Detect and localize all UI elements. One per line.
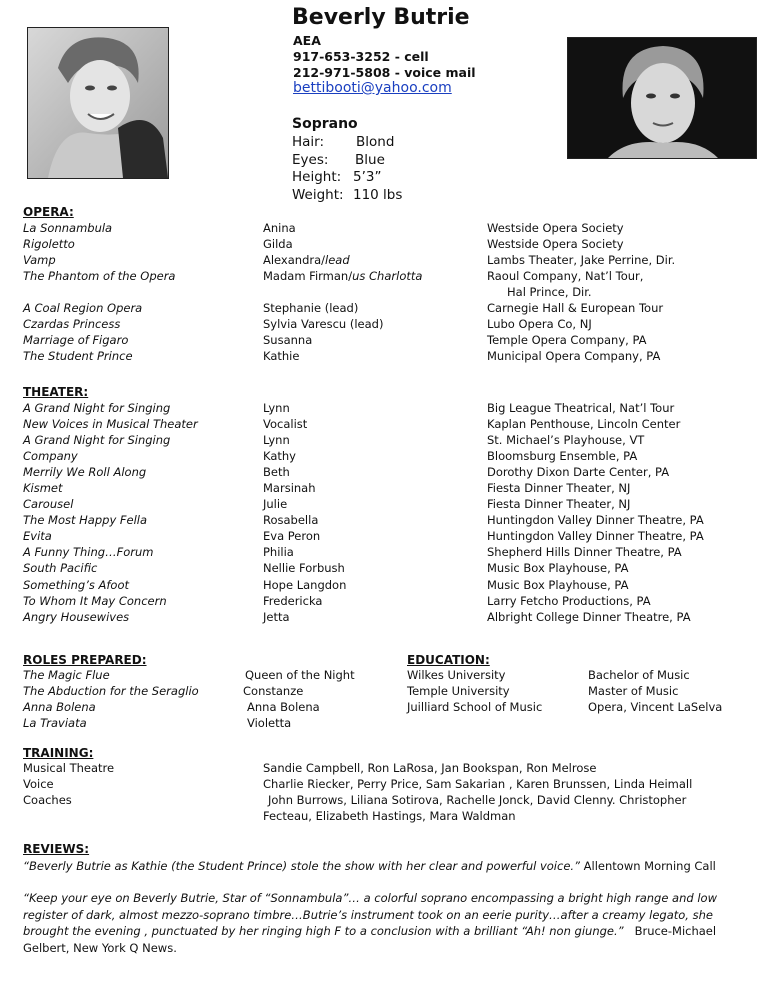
review-source: Gelbert, New York Q News.	[23, 940, 177, 955]
credit-title: Kismet	[23, 481, 63, 495]
credit-title: Angry Housewives	[23, 610, 130, 624]
credit-role: Gilda	[263, 237, 293, 251]
credit-company: Bloomsburg Ensemble, PA	[487, 449, 638, 463]
list-item	[0, 793, 775, 809]
training-area: Coaches	[23, 793, 72, 807]
credit-title: La Sonnambula	[23, 221, 113, 235]
list-item	[0, 221, 775, 237]
credit-role	[263, 253, 350, 267]
training-area: Musical Theatre	[23, 761, 115, 775]
credit-title: Czardas Princess	[23, 317, 121, 331]
training-teachers: Charlie Riecker, Perry Price, Sam Sakarian , Karen Brunssen, Linda Heimall	[263, 777, 693, 791]
credit-company: Lubo Opera Co, NJ	[487, 317, 592, 331]
credit-role: Hope Langdon	[263, 578, 347, 592]
opera-heading: OPERA:	[23, 205, 74, 219]
list-item	[0, 317, 775, 333]
credit-role: Anina	[263, 221, 296, 235]
education-heading: EDUCATION:	[407, 653, 490, 667]
training-teachers: John Burrows, Liliana Sotirova, Rachelle Jonck, David Clenny. Christopher	[268, 793, 687, 807]
role-name: Alexandra/	[263, 253, 326, 267]
email-link[interactable]: bettibooti@yahoo.com	[293, 80, 452, 96]
credit-company: Fiesta Dinner Theater, NJ	[487, 481, 631, 495]
review-line: “Keep your eye on Beverly Butrie, Star of “Sonnambula”… a colorful soprano encompassing a bright high range and low	[23, 891, 717, 905]
credit-role: Marsinah	[263, 481, 316, 495]
list-item	[0, 253, 775, 269]
attr-weight-label: Weight:	[292, 187, 344, 203]
credit-company: Music Box Playhouse, PA	[487, 578, 629, 592]
list-item	[0, 481, 775, 497]
credit-company: Westside Opera Society	[487, 237, 624, 251]
education-school: Juilliard School of Music	[407, 700, 543, 714]
review-1	[23, 858, 743, 875]
credit-title: A Grand Night for Singing	[23, 401, 171, 415]
list-item	[0, 237, 775, 253]
credit-role: Stephanie (lead)	[263, 301, 359, 315]
credit-title: The Most Happy Fella	[23, 513, 148, 527]
credit-title: A Funny Thing…Forum	[23, 545, 154, 559]
credit-company: Municipal Opera Company, PA	[487, 349, 661, 363]
credit-role: Lynn	[263, 433, 290, 447]
prepared-role: Violetta	[247, 716, 292, 730]
attr-eyes-label: Eyes:	[292, 152, 329, 168]
voicemail-phone: 212-971-5808 - voice mail	[293, 65, 476, 80]
credit-company: Kaplan Penthouse, Lincoln Center	[487, 417, 681, 431]
education-school: Wilkes University	[407, 668, 506, 682]
credit-company: Hal Prince, Dir.	[507, 285, 592, 299]
training-teachers: Fecteau, Elizabeth Hastings, Mara Waldman	[263, 809, 516, 823]
training-area: Voice	[23, 777, 54, 791]
attr-eyes-value: Blue	[355, 152, 385, 168]
attr-height-label: Height:	[292, 169, 342, 185]
training-heading: TRAINING:	[23, 746, 94, 760]
review-line	[23, 923, 743, 940]
attr-weight-value: 110 lbs	[353, 187, 403, 203]
credit-company: Lambs Theater, Jake Perrine, Dir.	[487, 253, 676, 267]
credit-title: South Pacific	[23, 561, 98, 575]
credit-company: Raoul Company, Nat’l Tour,	[487, 269, 644, 283]
credit-company: Temple Opera Company, PA	[487, 333, 647, 347]
education-school: Temple University	[407, 684, 510, 698]
performer-name: Beverly Butrie	[292, 5, 470, 30]
credit-company: Fiesta Dinner Theater, NJ	[487, 497, 631, 511]
prepared-title: La Traviata	[23, 716, 87, 730]
credit-company: St. Michael’s Playhouse, VT	[487, 433, 645, 447]
prepared-title: Anna Bolena	[23, 700, 96, 714]
credit-title: Rigoletto	[23, 237, 75, 251]
list-item	[0, 578, 775, 594]
credit-company: Larry Fetcho Productions, PA	[487, 594, 651, 608]
role-note: lead	[325, 253, 350, 267]
list-item	[0, 716, 775, 732]
prepared-role: Constanze	[243, 684, 304, 698]
list-item	[0, 513, 775, 529]
list-item	[0, 529, 775, 545]
roles-prepared-heading: ROLES PREPARED:	[23, 653, 147, 667]
union-affiliation: AEA	[293, 33, 321, 48]
credit-role: Philia	[263, 545, 294, 559]
role-note: us Charlotta	[352, 269, 423, 283]
credit-role: Eva Peron	[263, 529, 321, 543]
list-item	[0, 417, 775, 433]
credit-company: Carnegie Hall & European Tour	[487, 301, 664, 315]
credit-role: Kathy	[263, 449, 296, 463]
headshot-photo-left	[27, 27, 169, 179]
list-item	[0, 433, 775, 449]
review-line: register of dark, almost mezzo-soprano timbre…Butrie’s instrument took on an eerie purity…after a creamy legato, she	[23, 907, 713, 922]
list-item	[0, 333, 775, 349]
prepared-role: Queen of the Night	[245, 668, 355, 682]
credit-role: Beth	[263, 465, 290, 479]
reviews-heading: REVIEWS:	[23, 842, 90, 856]
training-teachers: Sandie Campbell, Ron LaRosa, Jan Bookspan, Ron Melrose	[263, 761, 597, 775]
review-quote: brought the evening , punctuated by her ringing high F to a conclusion with a brilliant “Ah! non giunge.”	[23, 924, 624, 938]
credit-role: Vocalist	[263, 417, 308, 431]
list-item	[0, 269, 775, 285]
prepared-title: The Abduction for the Seraglio	[23, 684, 199, 698]
education-degree: Opera, Vincent LaSelva	[588, 700, 723, 714]
role-name: Madam Firman/	[263, 269, 353, 283]
credit-role: Lynn	[263, 401, 290, 415]
list-item	[0, 401, 775, 417]
prepared-title: The Magic Flue	[23, 668, 110, 682]
credit-role: Fredericka	[263, 594, 323, 608]
attr-hair-value: Blond	[356, 134, 395, 150]
review-2	[23, 890, 743, 956]
list-item	[0, 285, 775, 301]
education-degree: Bachelor of Music	[588, 668, 690, 682]
theater-heading: THEATER:	[23, 385, 89, 399]
review-quote: “Beverly Butrie as Kathie (the Student Prince) stole the show with her clear and powerful voice.”	[23, 859, 581, 873]
list-item	[0, 561, 775, 577]
credit-role: Nellie Forbush	[263, 561, 345, 575]
list-item	[0, 465, 775, 481]
credit-role: Rosabella	[263, 513, 319, 527]
credit-company: Music Box Playhouse, PA	[487, 561, 629, 575]
credit-title: Something’s Afoot	[23, 578, 129, 592]
credit-role: Susanna	[263, 333, 313, 347]
list-item	[0, 349, 775, 365]
attr-hair-label: Hair:	[292, 134, 325, 150]
attr-height-value: 5’3”	[353, 169, 382, 185]
list-item	[0, 777, 775, 793]
credit-role: Kathie	[263, 349, 300, 363]
list-item	[0, 301, 775, 317]
credit-role: Jetta	[263, 610, 290, 624]
credit-company: Big League Theatrical, Nat’l Tour	[487, 401, 675, 415]
credit-company: Dorothy Dixon Darte Center, PA	[487, 465, 670, 479]
credit-role: Julie	[263, 497, 288, 511]
credit-role: Sylvia Varescu (lead)	[263, 317, 384, 331]
credit-title: The Student Prince	[23, 349, 133, 363]
credit-company: Huntingdon Valley Dinner Theatre, PA	[487, 529, 704, 543]
credit-title: Company	[23, 449, 78, 463]
credit-title: New Voices in Musical Theater	[23, 417, 198, 431]
review-source: Allentown Morning Call	[583, 859, 716, 873]
prepared-role: Anna Bolena	[247, 700, 320, 714]
credit-title: Carousel	[23, 497, 74, 511]
credit-role	[263, 269, 422, 283]
cell-phone: 917-653-3252 - cell	[293, 49, 429, 64]
credit-title: A Grand Night for Singing	[23, 433, 171, 447]
list-item	[0, 761, 775, 777]
list-item	[0, 700, 775, 716]
education-degree: Master of Music	[588, 684, 679, 698]
credit-title: To Whom It May Concern	[23, 594, 167, 608]
credit-company: Albright College Dinner Theatre, PA	[487, 610, 691, 624]
credit-title: Merrily We Roll Along	[23, 465, 147, 479]
list-item	[0, 594, 775, 610]
list-item	[0, 497, 775, 513]
list-item	[0, 610, 775, 626]
credit-company: Huntingdon Valley Dinner Theatre, PA	[487, 513, 704, 527]
credit-title: A Coal Region Opera	[23, 301, 143, 315]
list-item	[0, 545, 775, 561]
headshot-photo-right	[567, 37, 757, 159]
list-item	[0, 809, 775, 825]
credit-title: Marriage of Figaro	[23, 333, 129, 347]
credit-company: Westside Opera Society	[487, 221, 624, 235]
credit-title: Vamp	[23, 253, 56, 267]
credit-title: Evita	[23, 529, 52, 543]
list-item	[0, 668, 775, 684]
voice-type: Soprano	[292, 116, 358, 132]
credit-title: The Phantom of the Opera	[23, 269, 176, 283]
credit-company: Shepherd Hills Dinner Theatre, PA	[487, 545, 682, 559]
review-source: Bruce-Michael	[634, 924, 717, 938]
list-item	[0, 449, 775, 465]
list-item	[0, 684, 775, 700]
